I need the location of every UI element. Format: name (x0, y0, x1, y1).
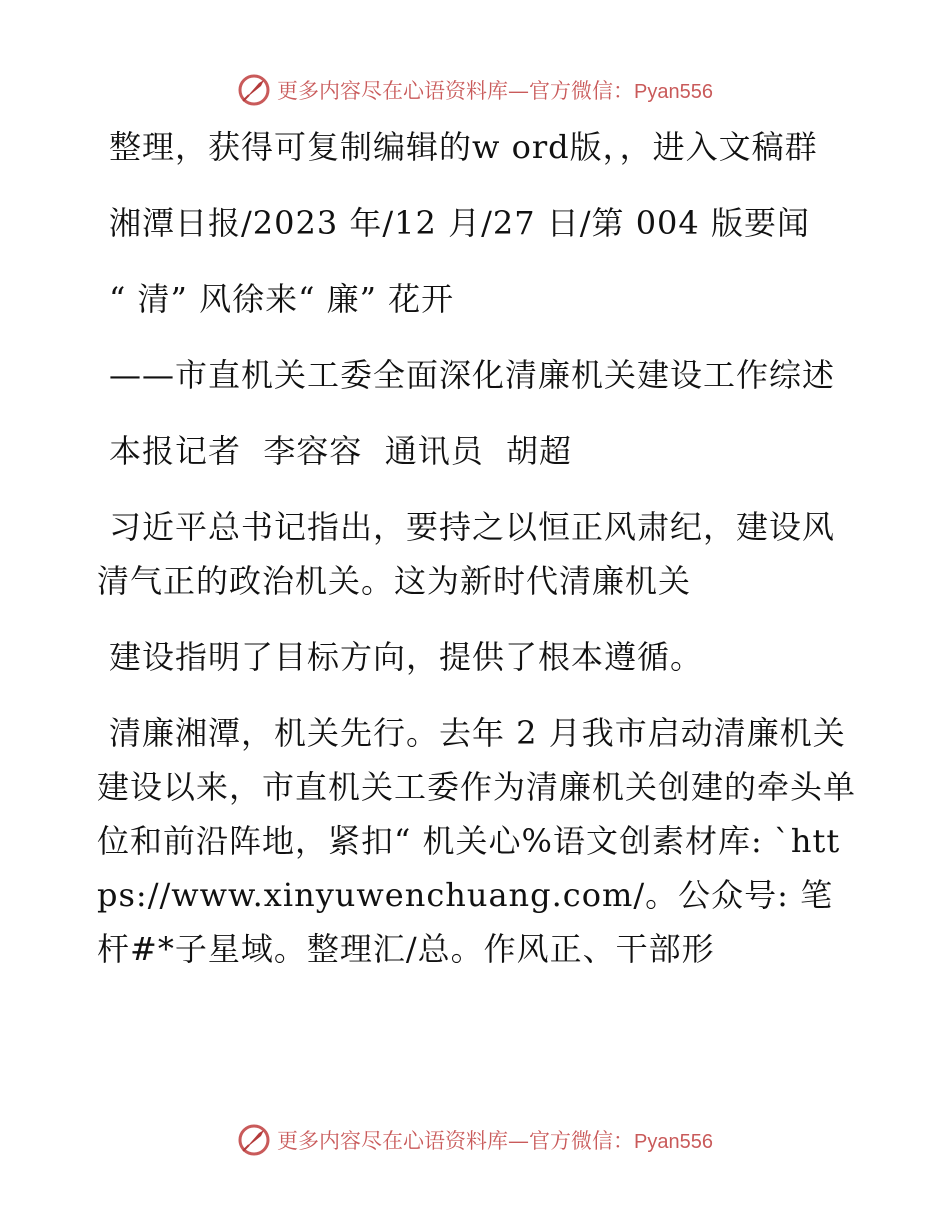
paragraph: 整理，获得可复制编辑的w ord版，，进入文稿群 (109, 128, 818, 166)
paragraph: 习近平总书记指出，要持之以恒正风肃纪，建设风清气正的政治机关。这为新时代清廉机关 (97, 508, 836, 600)
quill-logo-icon (237, 1123, 271, 1157)
paragraph: 建设指明了目标方向，提供了根本遵循。 (109, 638, 704, 676)
quill-logo-icon (237, 73, 271, 107)
footer-watermark-banner (0, 1120, 950, 1160)
banner-text: 更多内容尽在心语资料库—官方微信：Pyan556 (277, 1129, 713, 1153)
banner-text: 更多内容尽在心语资料库—官方微信：Pyan556 (277, 79, 713, 103)
byline: 本报记者 李容容 通讯员 胡超 (109, 432, 573, 470)
header-watermark-banner (0, 70, 950, 110)
paragraph: 清廉湘潭，机关先行。去年 2 月我市启动清廉机关建设以来，市直机关工委作为清廉机关创建的牵头单位和前沿阵地，紧扣“ 机关心%语文创素材库: `https://www.xinyuwenchuang.com/。公众号: 笔杆#*子星域。整理汇/总。作风正、干部形 (97, 714, 857, 968)
paragraph: 湘潭日报/2023 年/12 月/27 日/第 004 版要闻 (109, 204, 810, 242)
document-body (97, 120, 857, 998)
article-title: “ 清” 风徐来“ 廉” 花开 (109, 280, 455, 318)
article-subtitle: ——市直机关工委全面深化清廉机关建设工作综述 (109, 356, 836, 394)
banner-wechat-id: Pyan556 (634, 1131, 713, 1153)
banner-wechat-id: Pyan556 (634, 81, 713, 103)
